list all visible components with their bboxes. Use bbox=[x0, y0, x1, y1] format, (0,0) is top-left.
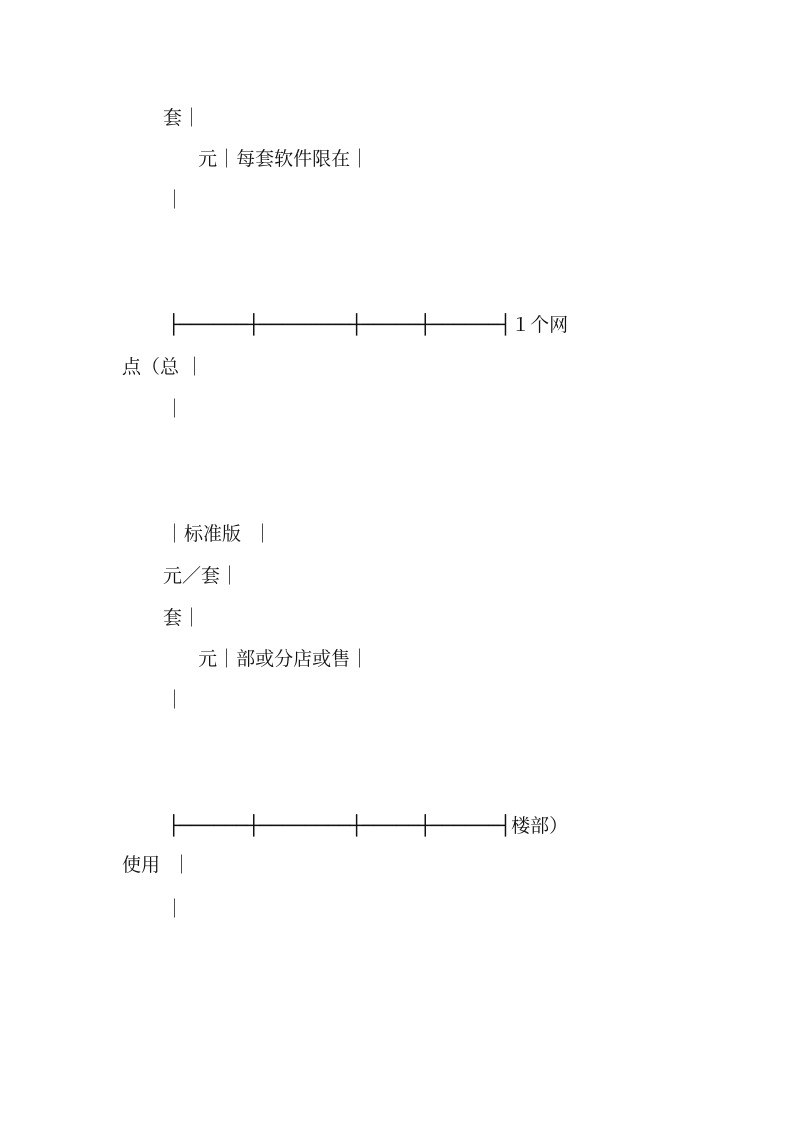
text-line: 套｜ bbox=[163, 107, 202, 129]
text-line: ｜ bbox=[165, 398, 185, 420]
text-line: ｜ bbox=[165, 689, 185, 711]
text-line: 元｜每套软件限在｜ bbox=[186, 148, 370, 170]
text-line: ｜标准版 ｜ bbox=[165, 523, 273, 545]
text-line: 套｜ bbox=[163, 607, 202, 629]
text-line: ｜ bbox=[165, 189, 185, 211]
text-line: 元｜部或分店或售｜ bbox=[186, 648, 370, 670]
text-line: 点（总 ｜ bbox=[122, 356, 205, 378]
text-line: ｜ bbox=[165, 898, 185, 920]
text-line: 元／套｜ bbox=[163, 565, 240, 587]
table-border-line: ├──────┼────────┼─────┼──────┤楼部） bbox=[168, 815, 569, 837]
text-line: 使用 ｜ bbox=[122, 854, 192, 876]
table-border-line: ├──────┼────────┼─────┼──────┤１个网 bbox=[168, 314, 569, 336]
